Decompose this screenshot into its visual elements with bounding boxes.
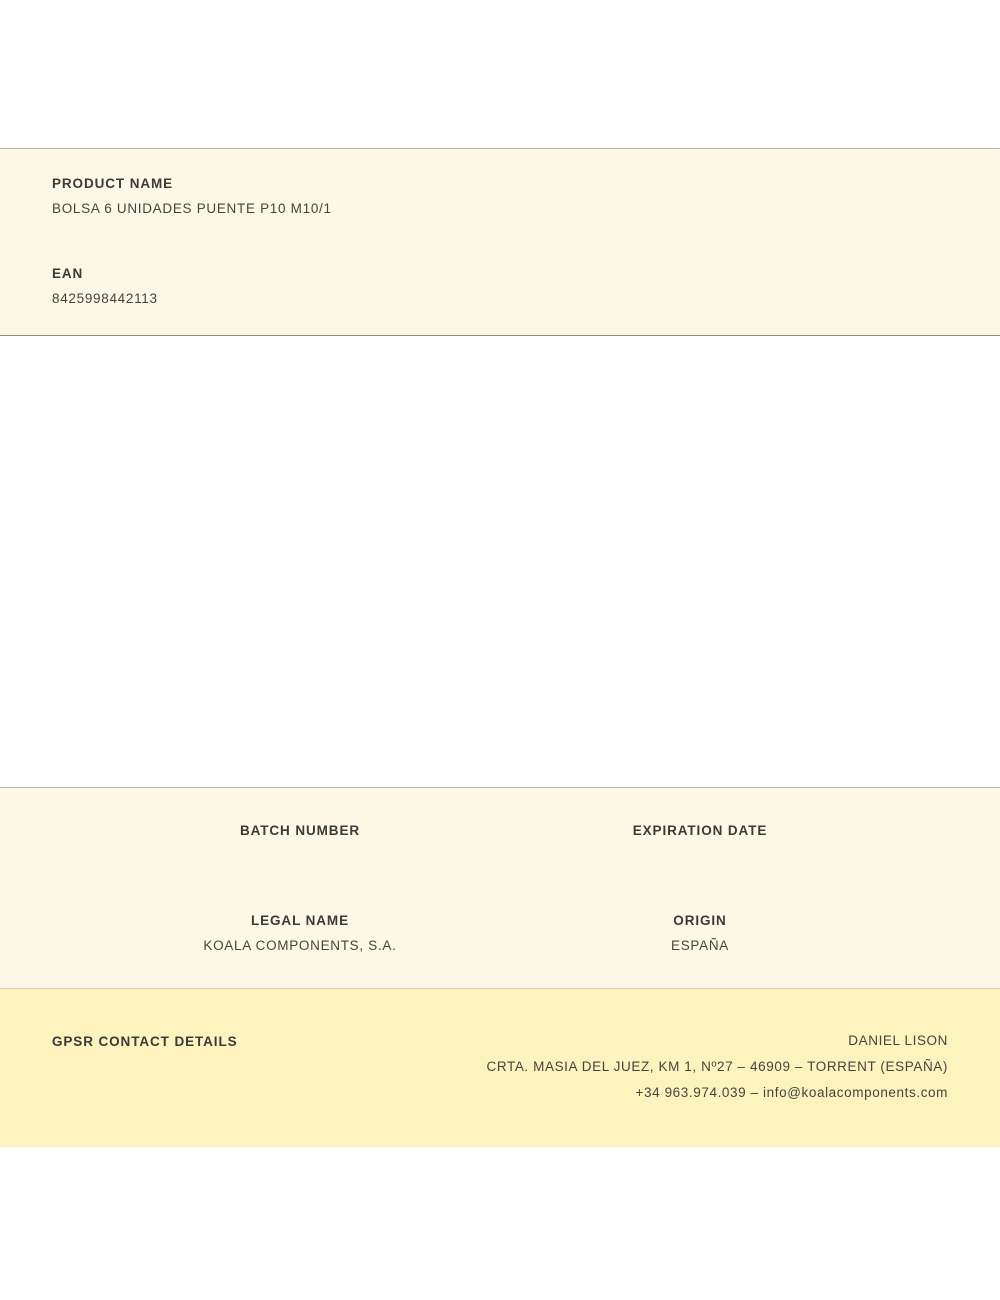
expiration-date-value (560, 848, 840, 864)
expiration-date-label: EXPIRATION DATE (632, 823, 768, 838)
gpsr-contact-panel (0, 989, 1000, 1147)
batch-number-label: BATCH NUMBER (239, 823, 361, 838)
gpsr-contact-details (487, 1033, 948, 1100)
gpsr-address: CRTA. MASIA DEL JUEZ, KM 1, Nº27 – 46909 – TORRENT (ESPAÑA) (486, 1059, 948, 1074)
product-name-label: PRODUCT NAME (52, 176, 174, 191)
origin-field (560, 913, 840, 954)
ean-label: EAN (52, 266, 84, 281)
product-name-value: BOLSA 6 UNIDADES PUENTE P10 M10/1 (52, 201, 332, 216)
batch-number-value (150, 848, 450, 864)
gpsr-phone-email: +34 963.974.039 – info@koalacomponents.com (635, 1085, 948, 1100)
product-info-panel (0, 148, 1000, 336)
legal-name-value: KOALA COMPONENTS, S.A. (203, 938, 397, 953)
batch-info-panel (0, 787, 1000, 989)
origin-value: ESPAÑA (671, 938, 729, 953)
blank-content-area (0, 336, 1000, 787)
origin-label: ORIGIN (673, 913, 727, 928)
expiration-date-field (560, 823, 840, 864)
ean-field (52, 266, 158, 306)
legal-name-label: LEGAL NAME (250, 913, 349, 928)
ean-value: 8425998442113 (52, 291, 158, 306)
legal-name-field (150, 913, 450, 954)
bottom-margin (0, 1147, 1000, 1300)
product-name-field (52, 176, 332, 216)
batch-number-field (150, 823, 450, 864)
gpsr-contact-person: DANIEL LISON (848, 1033, 948, 1048)
gpsr-contact-label: GPSR CONTACT DETAILS (52, 1034, 238, 1049)
